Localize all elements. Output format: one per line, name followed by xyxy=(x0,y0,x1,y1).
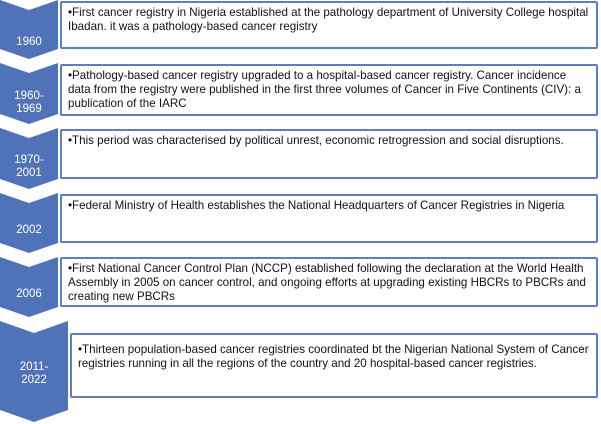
period-label-4: 2002 xyxy=(16,223,42,236)
period-label-3: 1970- 2001 xyxy=(14,154,44,179)
period-label-1: 1960 xyxy=(16,35,42,48)
period-label-2: 1960- 1969 xyxy=(14,90,44,115)
period-label-6: 2011- 2022 xyxy=(19,361,49,386)
event-box-2: •Pathology-based cancer registry upgraded to a hospital-based cancer registry. Cancer incidence data from the registry were published in the first three volumes of Cancer in Five Continents (CIV): a publication of the IARC xyxy=(60,64,598,116)
event-box-3: •This period was characterised by political unrest, economic retrogression and social disruptions. xyxy=(60,129,598,179)
event-box-5: •First National Cancer Control Plan (NCCP) established following the declaration at the World Health Assembly in 2005 on cancer control, and ongoing efforts at upgrading existing HBCRs to PBCRs and creating new PBCRs xyxy=(60,257,598,307)
period-label-5: 2006 xyxy=(16,287,42,300)
event-box-1: •First cancer registry in Nigeria established at the pathology department of University College hospital Ibadan. it was a pathology-based cancer registry xyxy=(60,1,598,49)
event-box-4: •Federal Ministry of Health establishes the National Headquarters of Cancer Registries in Nigeria xyxy=(60,194,598,243)
event-box-6: •Thirteen population-based cancer registries coordinated bt the Nigerian National System of Cancer registries running in all the regions of the country and 20 hospital-based cancer registries. xyxy=(70,333,598,398)
